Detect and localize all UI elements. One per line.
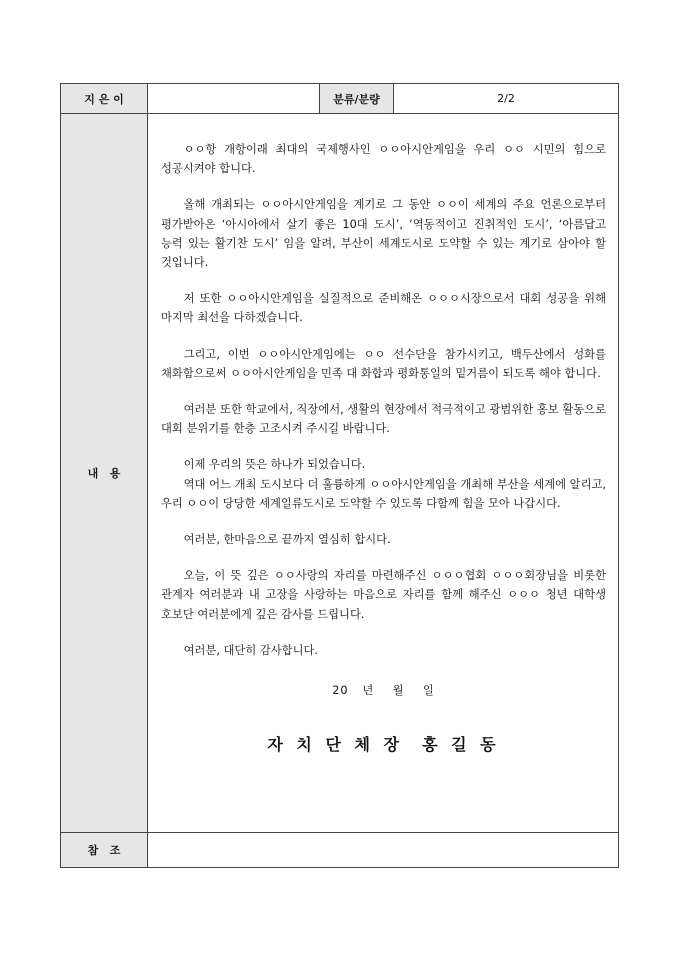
speech-form-table xyxy=(60,83,619,868)
content-body xyxy=(148,114,619,833)
date-line: 20 년 월 일 xyxy=(332,684,435,698)
paragraph: 이제 우리의 뜻은 하나가 되었습니다. xyxy=(183,458,366,472)
paragraph: 여러분 또한 학교에서, 직장에서, 생활의 현장에서 적극적이고 광범위한 홍보 활동으로 대회 분위기를 한층 고조시켜 주시길 바랍니다. xyxy=(161,403,606,436)
reference-row xyxy=(61,833,619,868)
category-value: 2/2 xyxy=(394,84,619,114)
author-value xyxy=(148,84,320,114)
paragraph: 저 또한 ㅇㅇ아시안게임을 실질적으로 준비해온 ㅇㅇㅇ시장으로서 대회 성공을 위해 마지막 최선을 다하겠습니다. xyxy=(161,292,606,325)
paragraph: 여러분, 대단히 감사합니다. xyxy=(183,643,318,657)
author-label: 지 은 이 xyxy=(61,84,148,114)
reference-value xyxy=(148,833,619,868)
paragraph: 올해 개최되는 ㅇㅇ아시안게임을 계기로 그 동안 ㅇㅇ이 세계의 주요 언론으로부터 평가받아온 ‘아시아에서 살기 좋은 10대 도시’, ‘역동적이고 진취적인 도시’, ‘아름답고 능력 있는 활기찬 도시’ 임을 알려, 부산이 세계도시로 도약할 수 있는 계기로 삼아야 할 것입니다. xyxy=(161,198,606,270)
paragraph: 역대 어느 개최 도시보다 더 훌륭하게 ㅇㅇ아시안게임을 개최해 부산을 세계에 알리고, 우리 ㅇㅇ이 당당한 세계일류도시로 도약할 수 있도록 다함께 힘을 모아 나갑시다. xyxy=(161,477,606,510)
content-row xyxy=(61,114,619,833)
paragraph: 여러분, 한마음으로 끝까지 열심히 합시다. xyxy=(183,533,391,547)
paragraph: 그리고, 이번 ㅇㅇ아시안게임에는 ㅇㅇ 선수단을 참가시키고, 백두산에서 성화를 채화함으로써 ㅇㅇ아시안게임을 민족 대 화합과 평화통일의 밑거름이 되도록 해야 합니다. xyxy=(161,347,606,380)
content-label: 내 용 xyxy=(61,114,148,833)
signature: 자 치 단 체 장 홍 길 동 xyxy=(267,735,500,755)
paragraph: 오늘, 이 뜻 깊은 ㅇㅇ사랑의 자리를 마련해주신 ㅇㅇㅇ협회 ㅇㅇㅇ회장님을 비롯한 관계자 여러분과 내 고장을 사랑하는 마음으로 자리를 함께 해주신 ㅇㅇㅇ 청년 대학생 호보단 여러분에게 깊은 감사를 드립니다. xyxy=(161,569,606,621)
paragraph: ㅇㅇ항 개항이래 최대의 국제행사인 ㅇㅇ아시안게임을 우리 ㅇㅇ 시민의 힘으로 성공시켜야 합니다. xyxy=(161,143,606,176)
header-row xyxy=(61,84,619,114)
category-label: 분류/분량 xyxy=(320,84,394,114)
reference-label: 참 조 xyxy=(61,833,148,868)
